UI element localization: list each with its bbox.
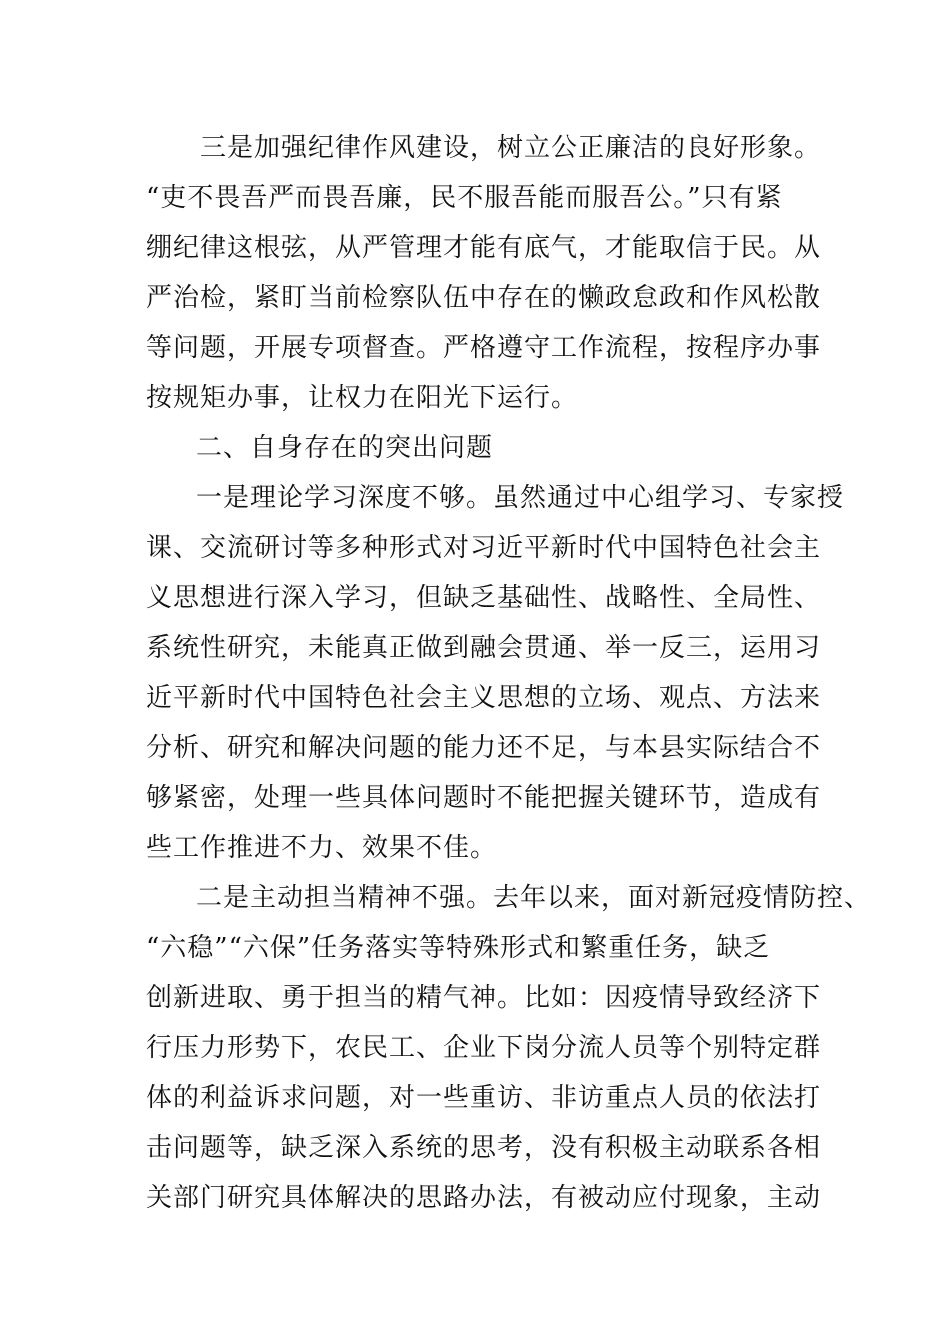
text-line: 近平新时代中国特色社会主义思想的立场、观点、方法来 xyxy=(146,683,822,713)
text-line: “吏不畏吾严而畏吾廉，民不服吾能而服吾公。”只有紧 xyxy=(146,183,783,213)
text-line: 绷纪律这根弦，从严管理才能有底气，才能取信于民。从 xyxy=(146,233,822,263)
text-line: 三是加强纪律作风建设，树立公正廉洁的良好形象。 xyxy=(200,133,822,163)
text-line: 够紧密，处理一些具体问题时不能把握关键环节，造成有 xyxy=(146,783,822,813)
text-line: 二是主动担当精神不强。去年以来，面对新冠疫情防控、 xyxy=(196,883,872,913)
text-line: 些工作推进不力、效果不佳。 xyxy=(146,833,498,863)
text-line: 击问题等，缺乏深入系统的思考，没有积极主动联系各相 xyxy=(146,1133,822,1163)
section-heading: 二、自身存在的突出问题 xyxy=(196,433,494,463)
text-line: 等问题，开展专项督查。严格遵守工作流程，按程序办事 xyxy=(146,333,822,363)
text-line: 一是理论学习深度不够。虽然通过中心组学习、专家授 xyxy=(196,483,845,513)
text-line: 按规矩办事，让权力在阳光下运行。 xyxy=(146,383,579,413)
text-line: 严治检，紧盯当前检察队伍中存在的懒政怠政和作风松散 xyxy=(146,283,822,313)
text-line: 体的利益诉求问题，对一些重访、非访重点人员的依法打 xyxy=(146,1083,822,1113)
text-line: 课、交流研讨等多种形式对习近平新时代中国特色社会主 xyxy=(146,533,822,563)
text-line: 义思想进行深入学习，但缺乏基础性、战略性、全局性、 xyxy=(146,583,822,613)
text-line: 分析、研究和解决问题的能力还不足，与本县实际结合不 xyxy=(146,733,822,763)
text-line: 创新进取、勇于担当的精气神。比如：因疫情导致经济下 xyxy=(146,983,822,1013)
text-line: 关部门研究具体解决的思路办法，有被动应付现象，主动 xyxy=(146,1183,822,1213)
text-line: “六稳”“六保”任务落实等特殊形式和繁重任务，缺乏 xyxy=(146,933,771,963)
text-line: 系统性研究，未能真正做到融会贯通、举一反三，运用习 xyxy=(146,633,822,663)
text-line: 行压力形势下，农民工、企业下岗分流人员等个别特定群 xyxy=(146,1033,822,1063)
